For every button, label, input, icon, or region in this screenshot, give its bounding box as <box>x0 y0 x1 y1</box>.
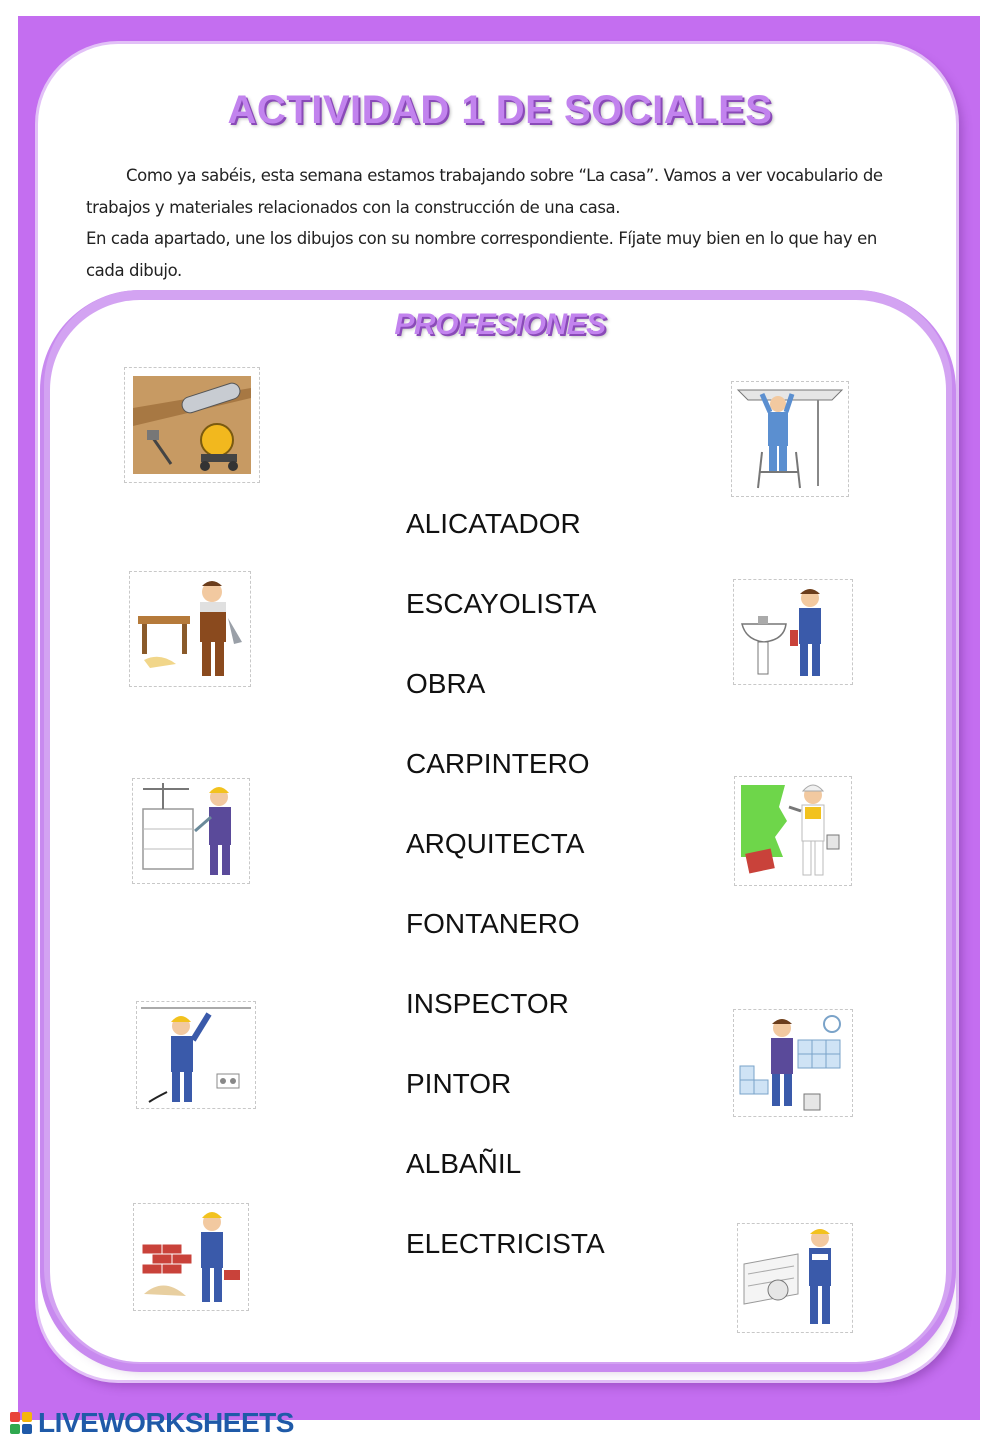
intro-text <box>86 160 896 286</box>
albanil-picture[interactable] <box>133 1203 249 1311</box>
arquitecta-picture[interactable] <box>132 778 250 884</box>
word-albanil[interactable]: ALBAÑIL <box>406 1148 522 1179</box>
electricista-picture[interactable] <box>136 1001 256 1109</box>
logo-text: LIVEWORKSHEETS <box>38 1407 294 1438</box>
logo-square-blue <box>22 1424 32 1434</box>
word-inspector[interactable]: INSPECTOR <box>406 988 569 1019</box>
word-arquitecta[interactable]: ARQUITECTA <box>406 828 585 859</box>
intro-paragraph-1: Como ya sabéis, esta semana estamos trabajando sobre “La casa”. Vamos a ver vocabulario de trabajos y materiales relacionados con la construcción de una casa. <box>86 166 883 217</box>
section-title: PROFESIONES <box>394 308 606 341</box>
inspector-picture[interactable] <box>737 1223 853 1333</box>
logo-square-green <box>10 1424 20 1434</box>
fontanero-picture[interactable] <box>733 579 853 685</box>
word-escayolista[interactable]: ESCAYOLISTA <box>406 588 597 619</box>
logo-square-yellow <box>22 1412 32 1422</box>
liveworksheets-logo[interactable] <box>10 1407 294 1439</box>
carpintero-picture[interactable] <box>129 571 251 687</box>
page-title: ACTIVIDAD 1 DE SOCIALES <box>227 88 773 132</box>
logo-square-red <box>10 1412 20 1422</box>
word-pintor[interactable]: PINTOR <box>406 1068 512 1099</box>
alicatador-picture[interactable] <box>733 1009 853 1117</box>
pintor-picture[interactable] <box>734 776 852 886</box>
intro-paragraph-2: En cada apartado, une los dibujos con su nombre correspondiente. Fíjate muy bien en lo que hay en cada dibujo. <box>86 229 877 280</box>
word-alicatador[interactable]: ALICATADOR <box>406 508 581 539</box>
word-electricista[interactable]: ELECTRICISTA <box>406 1228 605 1259</box>
logo-icon <box>10 1412 32 1434</box>
obra-picture[interactable] <box>124 367 260 483</box>
escayolista-picture[interactable] <box>731 381 849 497</box>
word-fontanero[interactable]: FONTANERO <box>406 908 580 939</box>
word-carpintero[interactable]: CARPINTERO <box>406 748 590 779</box>
word-obra[interactable]: OBRA <box>406 668 486 699</box>
